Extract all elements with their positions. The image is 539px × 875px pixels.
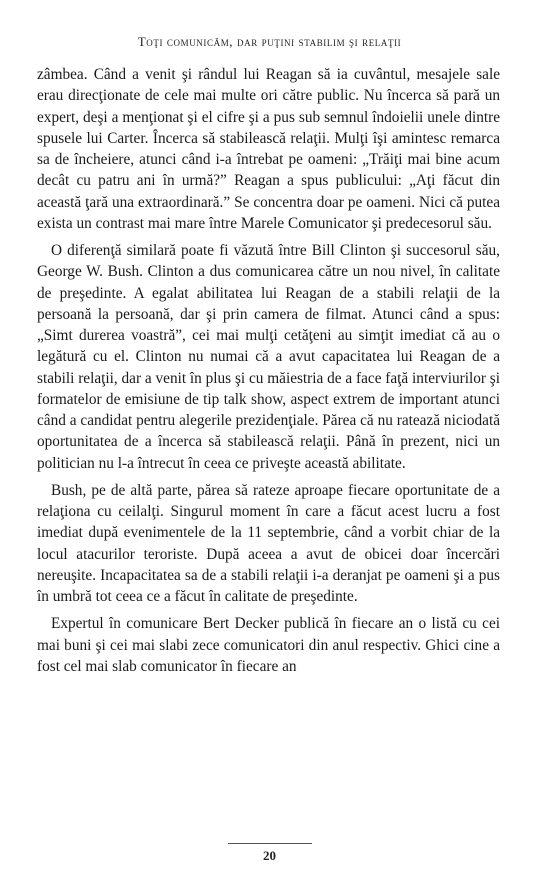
footer-rule — [228, 843, 312, 844]
paragraph-continued: zâmbea. Când a venit şi rândul lui Reagan să ia cuvântul, mesajele sale erau direcţionate de cele mai multe ori către public. Nu încerca să pară un expert, deşi a menţionat şi el cifre şi a pus sub semnul îndoielii unele dintre spusele lui Carter. Încerca să stabilească relaţii. Mulţi îşi amintesc remarca sa de încheiere, atunci când i-a întrebat pe oameni: „Trăiţi mai bine acum decât cu patru ani în urmă?” Reagan a spus publicului: „Aţi făcut din această ţară una extraordinară.” Se concentra doar pe oameni. Nici că putea exista un contrast mai mare între Marele Comunicator şi predecesorul său. — [37, 66, 500, 232]
paragraph-bert-decker: Expertul în comunicare Bert Decker publică în fiecare an o listă cu cei mai buni şi cei mai slabi zece comunicatori din anul respectiv. Ghici cine a fost cel mai slab comunicator în fiecare an — [37, 615, 500, 675]
page-body — [37, 64, 500, 683]
page-number: 20 — [263, 848, 276, 863]
running-header: Toţi comunicăm, dar puţini stabilim şi relaţii — [137, 34, 402, 49]
paragraph-clinton-bush: O diferenţă similară poate fi văzută între Bill Clinton şi succesorul său, George W. Bush. Clinton a dus comunicarea către un nou nivel, în calitate de preşedinte. A egalat abilitatea lui Reagan de a stabili relaţii de la persoană la persoană, dar şi prin camera de filmat. Atunci când a spus: „Simt durerea voastră”, cei mai mulţi cetăţeni au simţit imediat că au o legătură cu el. Clinton nu numai că a avut capacitatea lui Reagan de a stabili relaţii, dar a venit în plus şi cu măiestria de a face faţă interviurilor şi formatelor de emisiune de tip talk show, aspect extrem de important atunci când a candidat pentru alegerile prezidenţiale. Părea că nu ratează niciodată oportunitatea de a încerca să stabilească relaţii. Până în prezent, nici un politician nu l-a întrecut în ceea ce priveşte această abilitate. — [37, 242, 500, 472]
paragraph-bush: Bush, pe de altă parte, părea să rateze aproape fiecare oportunitate de a relaţiona cu ceilalţi. Singurul moment în care a făcut acest lucru a fost imediat după evenimentele de la 11 septembrie, când a vorbit chiar de la locul atacurilor teroriste. După aceea a avut de obicei doar încercări nereuşite. Incapacitatea sa de a stabili relaţii i-a deranjat pe oameni şi a pus în umbră tot ceea ce a făcut în calitate de preşedinte. — [37, 481, 500, 605]
